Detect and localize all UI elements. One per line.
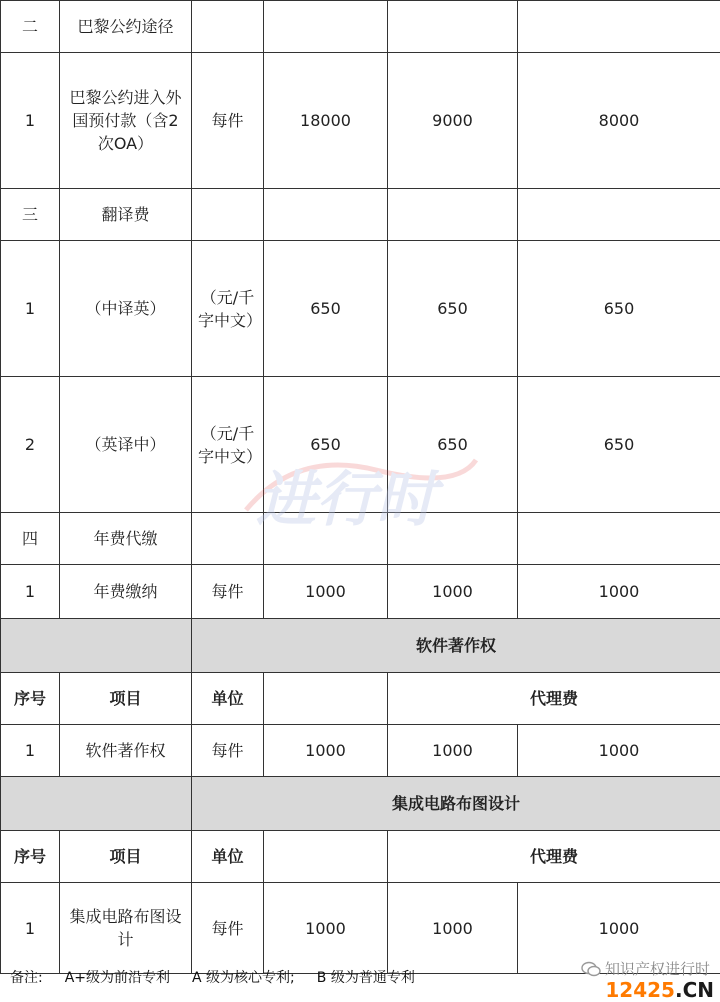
fee-cell bbox=[388, 189, 518, 241]
site-number: 12425 bbox=[605, 978, 675, 1002]
section-title: 软件著作权 bbox=[192, 619, 720, 673]
table-row bbox=[1, 189, 720, 241]
header-number: 序号 bbox=[1, 831, 60, 883]
footer-note-item: A+级为前沿专利 bbox=[65, 970, 170, 986]
row-number: 三 bbox=[1, 189, 60, 241]
row-item: 翻译费 bbox=[60, 189, 192, 241]
row-item: （英译中） bbox=[60, 377, 192, 513]
row-item: 软件著作权 bbox=[60, 725, 192, 777]
site-logo bbox=[605, 978, 714, 1002]
row-unit bbox=[192, 1, 264, 53]
footer-note-item: A 级为核心专利; bbox=[192, 970, 295, 986]
fee-cell: 18000 bbox=[264, 53, 388, 189]
row-item: （中译英） bbox=[60, 241, 192, 377]
table-row bbox=[1, 725, 720, 777]
footer-label: 备注: bbox=[10, 970, 43, 986]
row-unit bbox=[192, 189, 264, 241]
fee-cell: 650 bbox=[388, 377, 518, 513]
row-number: 1 bbox=[1, 241, 60, 377]
fee-cell: 8000 bbox=[518, 53, 720, 189]
section-blank bbox=[1, 777, 192, 831]
fee-cell: 9000 bbox=[388, 53, 518, 189]
row-number: 四 bbox=[1, 513, 60, 565]
wechat-brand bbox=[581, 958, 710, 979]
fee-cell: 1000 bbox=[388, 565, 518, 619]
site-tld: .CN bbox=[675, 978, 714, 1002]
row-unit: 每件 bbox=[192, 53, 264, 189]
fee-cell: 1000 bbox=[518, 883, 720, 974]
row-unit: （元/千字中文） bbox=[192, 377, 264, 513]
row-number: 1 bbox=[1, 725, 60, 777]
header-fee: 代理费 bbox=[388, 831, 720, 883]
header-item: 项目 bbox=[60, 673, 192, 725]
section-blank bbox=[1, 619, 192, 673]
row-item: 集成电路布图设计 bbox=[60, 883, 192, 974]
fee-cell: 650 bbox=[264, 241, 388, 377]
header-fee: 代理费 bbox=[388, 673, 720, 725]
fee-cell bbox=[518, 513, 720, 565]
table-row bbox=[1, 241, 720, 377]
watermark-text: 进行时 bbox=[256, 465, 445, 535]
fee-cell bbox=[518, 1, 720, 53]
row-item: 年费缴纳 bbox=[60, 565, 192, 619]
row-item: 巴黎公约进入外国预付款（含2次OA） bbox=[60, 53, 192, 189]
table-row bbox=[1, 565, 720, 619]
row-unit: 每件 bbox=[192, 565, 264, 619]
fee-cell: 1000 bbox=[264, 725, 388, 777]
fee-cell: 650 bbox=[518, 241, 720, 377]
fee-cell: 1000 bbox=[264, 565, 388, 619]
row-number: 1 bbox=[1, 53, 60, 189]
footer-note bbox=[10, 967, 437, 987]
fee-cell: 650 bbox=[264, 377, 388, 513]
row-unit: 每件 bbox=[192, 883, 264, 974]
fee-cell: 1000 bbox=[388, 883, 518, 974]
fee-cell: 1000 bbox=[388, 725, 518, 777]
column-header-row bbox=[1, 831, 720, 883]
row-number: 2 bbox=[1, 377, 60, 513]
fee-cell bbox=[518, 189, 720, 241]
table-row bbox=[1, 53, 720, 189]
fee-cell: 1000 bbox=[518, 565, 720, 619]
wechat-icon bbox=[581, 961, 601, 977]
header-unit: 单位 bbox=[192, 831, 264, 883]
footer-note-item: B 级为普通专利 bbox=[317, 970, 415, 986]
header-number: 序号 bbox=[1, 673, 60, 725]
fee-cell: 650 bbox=[518, 377, 720, 513]
fee-cell bbox=[264, 189, 388, 241]
section-title: 集成电路布图设计 bbox=[192, 777, 720, 831]
section-header-row bbox=[1, 777, 720, 831]
header-unit: 单位 bbox=[192, 673, 264, 725]
column-header-row bbox=[1, 673, 720, 725]
row-number: 1 bbox=[1, 565, 60, 619]
row-item: 年费代缴 bbox=[60, 513, 192, 565]
row-unit: 每件 bbox=[192, 725, 264, 777]
row-item: 巴黎公约途径 bbox=[60, 1, 192, 53]
header-blank bbox=[264, 673, 388, 725]
fee-cell bbox=[264, 1, 388, 53]
row-number: 二 bbox=[1, 1, 60, 53]
row-unit: （元/千字中文） bbox=[192, 241, 264, 377]
watermark-logo bbox=[236, 440, 486, 540]
header-item: 项目 bbox=[60, 831, 192, 883]
section-header-row bbox=[1, 619, 720, 673]
fee-cell: 1000 bbox=[518, 725, 720, 777]
row-number: 1 bbox=[1, 883, 60, 974]
header-blank bbox=[264, 831, 388, 883]
table-row bbox=[1, 1, 720, 53]
fee-cell: 650 bbox=[388, 241, 518, 377]
fee-cell bbox=[388, 1, 518, 53]
fee-cell: 1000 bbox=[264, 883, 388, 974]
wechat-account-name: 知识产权进行时 bbox=[605, 958, 710, 979]
